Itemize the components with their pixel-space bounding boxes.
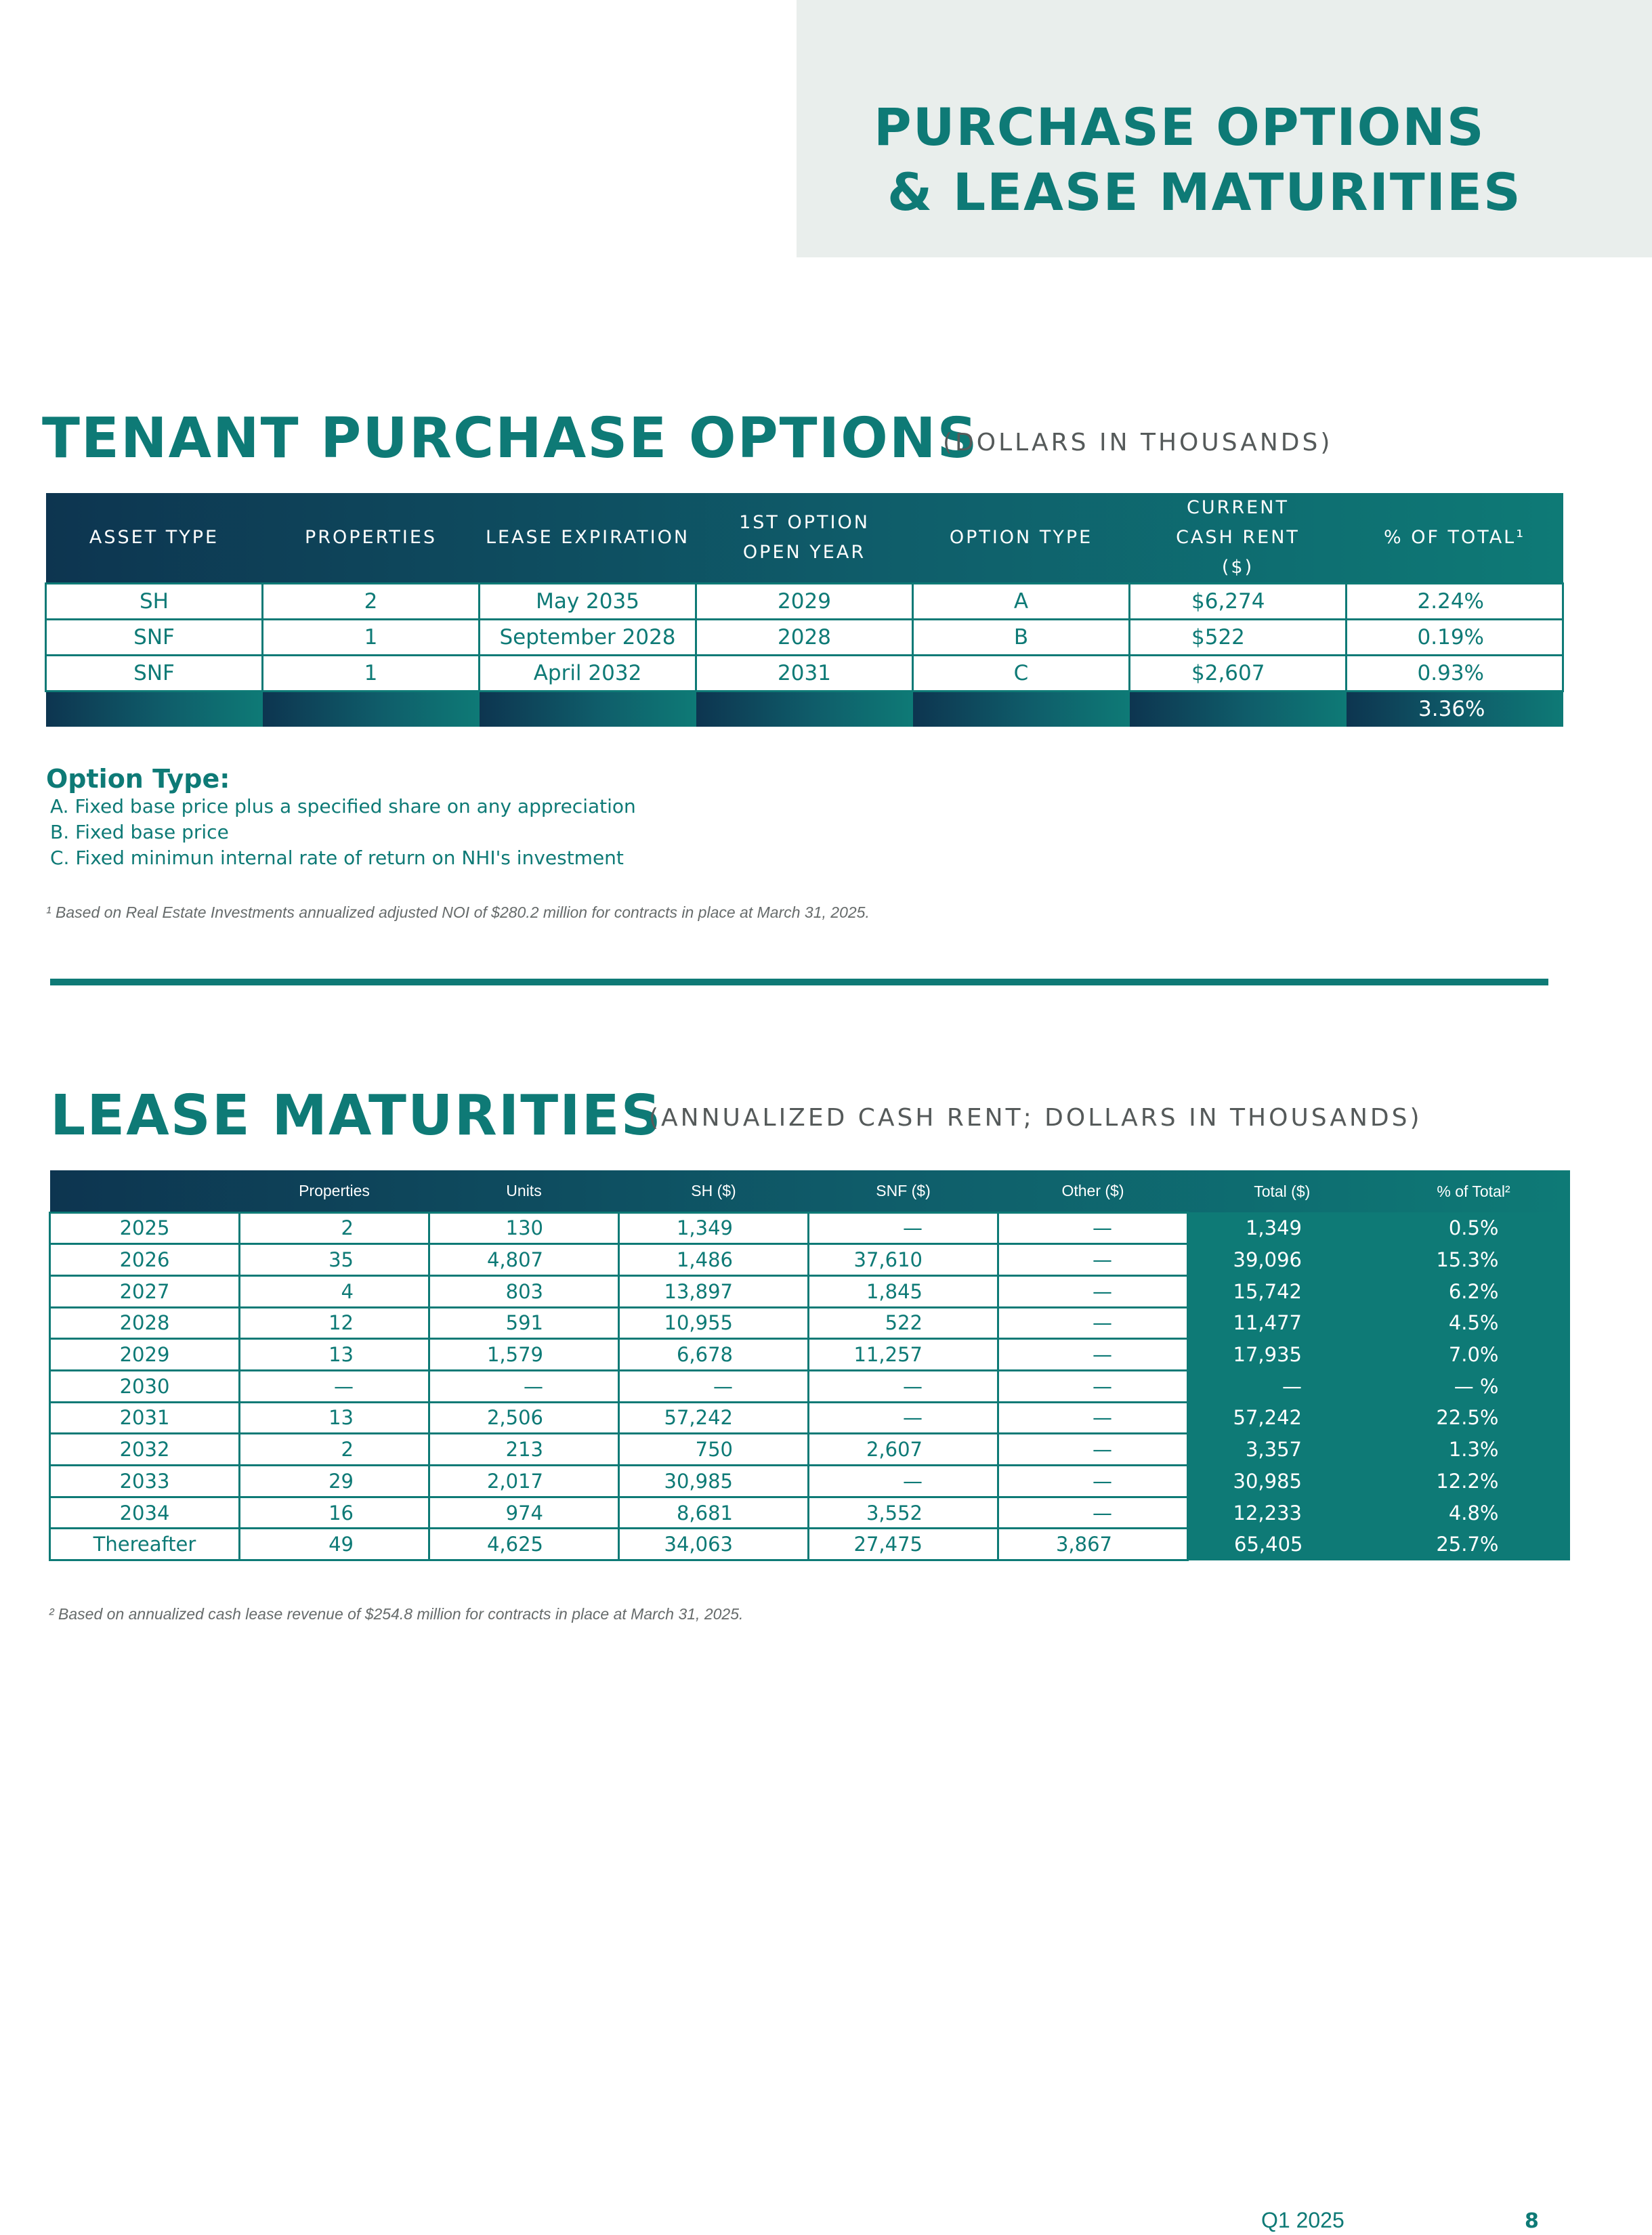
- cell: 27,475: [809, 1529, 998, 1560]
- section-divider: [50, 979, 1548, 985]
- cell: 2028: [50, 1307, 240, 1339]
- table-row: [50, 1370, 1570, 1402]
- cell: 10,955: [619, 1307, 809, 1339]
- col-header: ASSET TYPE: [89, 527, 219, 548]
- cell: —: [998, 1370, 1188, 1402]
- col-header: % OF TOTAL¹: [1383, 527, 1526, 548]
- page-title: [874, 95, 1522, 225]
- cell: 34,063: [619, 1529, 809, 1560]
- cell: —: [998, 1339, 1188, 1371]
- cell: —: [998, 1402, 1188, 1434]
- total-spacer: [696, 691, 913, 727]
- cell: 39,096: [1188, 1244, 1378, 1276]
- cell: April 2032: [480, 656, 696, 691]
- cell: 4,625: [429, 1529, 619, 1560]
- cell: —: [998, 1434, 1188, 1466]
- cell: 974: [429, 1497, 619, 1529]
- purchase-options-table: [45, 493, 1564, 727]
- cell: September 2028: [480, 620, 696, 656]
- cell: 30,985: [619, 1466, 809, 1497]
- table-row: [46, 584, 1563, 620]
- cell: Thereafter: [50, 1529, 240, 1560]
- cell: 12.2%: [1378, 1466, 1570, 1497]
- report-period: Q1 2025: [1261, 2208, 1344, 2232]
- option-type-heading: Option Type:: [46, 764, 230, 794]
- col-header: Total ($): [1254, 1182, 1311, 1200]
- cell: 6.2%: [1378, 1275, 1570, 1307]
- total-spacer: [46, 691, 263, 727]
- cell: 25.7%: [1378, 1529, 1570, 1560]
- cell: 2026: [50, 1244, 240, 1276]
- cell: 22.5%: [1378, 1402, 1570, 1434]
- cell: —: [1188, 1370, 1378, 1402]
- cell: B: [913, 620, 1130, 656]
- cell: —: [998, 1307, 1188, 1339]
- cell: —: [998, 1275, 1188, 1307]
- cell: SH: [46, 584, 263, 620]
- cell: 49: [240, 1529, 429, 1560]
- cell: 15,742: [1188, 1275, 1378, 1307]
- col-header: SH ($): [691, 1181, 736, 1199]
- table-row: [50, 1339, 1570, 1371]
- table-row: [50, 1244, 1570, 1276]
- cell: 522: [809, 1307, 998, 1339]
- cell: SNF: [46, 656, 263, 691]
- cell: —: [809, 1212, 998, 1244]
- lease-maturities-title: LEASE MATURITIES: [50, 1084, 662, 1148]
- cell: 65,405: [1188, 1529, 1378, 1560]
- col-header: Properties: [299, 1181, 370, 1199]
- cell: 35: [240, 1244, 429, 1276]
- option-type-item: C. Fixed minimun internal rate of return on NHI's investment: [50, 847, 624, 869]
- cell: 57,242: [1188, 1402, 1378, 1434]
- purchase-options-title: TENANT PURCHASE OPTIONS: [42, 406, 979, 471]
- cell: 13: [240, 1402, 429, 1434]
- cell: — %: [1378, 1370, 1570, 1402]
- cell: 7.0%: [1378, 1339, 1570, 1371]
- cell: —: [619, 1370, 809, 1402]
- cell: 2029: [50, 1339, 240, 1371]
- cell: 15.3%: [1378, 1244, 1570, 1276]
- cell: 2: [240, 1434, 429, 1466]
- cell: 591: [429, 1307, 619, 1339]
- cell: 2029: [696, 584, 913, 620]
- cell: 12: [240, 1307, 429, 1339]
- cell: 1,349: [619, 1212, 809, 1244]
- cell: 2028: [696, 620, 913, 656]
- cell: 2027: [50, 1275, 240, 1307]
- total-row: [46, 691, 1563, 727]
- cell: 803: [429, 1275, 619, 1307]
- cell: 1,845: [809, 1275, 998, 1307]
- cell: 2031: [696, 656, 913, 691]
- option-type-item: A. Fixed base price plus a specified share on any appreciation: [50, 795, 636, 817]
- cell: —: [998, 1497, 1188, 1529]
- cell: 3,867: [998, 1529, 1188, 1560]
- cell: 750: [619, 1434, 809, 1466]
- table-row: [46, 620, 1563, 656]
- cell: 2,607: [809, 1434, 998, 1466]
- cell: 13: [240, 1339, 429, 1371]
- cell: 0.5%: [1378, 1212, 1570, 1244]
- col-header: Units: [506, 1181, 542, 1199]
- col-header: SNF ($): [876, 1181, 931, 1199]
- cell: 2025: [50, 1212, 240, 1244]
- cell: 0.19%: [1347, 620, 1563, 656]
- cell: 2,017: [429, 1466, 619, 1497]
- cell: 11,477: [1188, 1307, 1378, 1339]
- cell: A: [913, 584, 1130, 620]
- cell: 13,897: [619, 1275, 809, 1307]
- cell: 3,552: [809, 1497, 998, 1529]
- cell: 1: [263, 656, 480, 691]
- cell: 2.24%: [1347, 584, 1563, 620]
- cell: —: [809, 1402, 998, 1434]
- table-row: [50, 1307, 1570, 1339]
- total-pct: 3.36%: [1347, 691, 1563, 727]
- lease-maturities-subtitle: (ANNUALIZED CASH RENT; DOLLARS IN THOUSANDS): [649, 1104, 1422, 1132]
- cell: SNF: [46, 620, 263, 656]
- cell: —: [998, 1212, 1188, 1244]
- cell: 2034: [50, 1497, 240, 1529]
- col-header: Other ($): [1061, 1181, 1124, 1199]
- table-row: [50, 1434, 1570, 1466]
- total-spacer: [480, 691, 696, 727]
- cell: 2031: [50, 1402, 240, 1434]
- cell: 130: [429, 1212, 619, 1244]
- cell: 1,486: [619, 1244, 809, 1276]
- cell: $522: [1130, 620, 1347, 656]
- cell: —: [429, 1370, 619, 1402]
- cell: 4: [240, 1275, 429, 1307]
- cell: 16: [240, 1497, 429, 1529]
- cell: 8,681: [619, 1497, 809, 1529]
- cell: 0.93%: [1347, 656, 1563, 691]
- table-header-row: [50, 1170, 1570, 1212]
- cell: 2: [240, 1212, 429, 1244]
- page-title-line2: & LEASE MATURITIES: [887, 162, 1522, 222]
- cell: 6,678: [619, 1339, 809, 1371]
- cell: 213: [429, 1434, 619, 1466]
- cell: $2,607: [1130, 656, 1347, 691]
- cell: 4,807: [429, 1244, 619, 1276]
- cell: 1.3%: [1378, 1434, 1570, 1466]
- col-header: % of Total²: [1437, 1182, 1510, 1200]
- cell: —: [240, 1370, 429, 1402]
- col-header: [50, 1170, 240, 1212]
- cell: 4.5%: [1378, 1307, 1570, 1339]
- purchase-options-subtitle: (DOLLARS IN THOUSANDS): [943, 429, 1333, 456]
- col-header: 1ST OPTION OPEN YEAR: [739, 512, 870, 563]
- cell: 4.8%: [1378, 1497, 1570, 1529]
- cell: 2032: [50, 1434, 240, 1466]
- lease-maturities-table: [49, 1170, 1571, 1561]
- cell: 57,242: [619, 1402, 809, 1434]
- cell: —: [809, 1466, 998, 1497]
- cell: 12,233: [1188, 1497, 1378, 1529]
- table-row: [50, 1529, 1570, 1560]
- table-row: [50, 1497, 1570, 1529]
- cell: C: [913, 656, 1130, 691]
- cell: 1: [263, 620, 480, 656]
- cell: May 2035: [480, 584, 696, 620]
- footnote-2: ² Based on annualized cash lease revenue of $254.8 million for contracts in place at March 31, 2025.: [49, 1605, 744, 1623]
- cell: —: [998, 1244, 1188, 1276]
- cell: 17,935: [1188, 1339, 1378, 1371]
- col-header: PROPERTIES: [304, 527, 438, 548]
- cell: 11,257: [809, 1339, 998, 1371]
- total-spacer: [1130, 691, 1347, 727]
- cell: 37,610: [809, 1244, 998, 1276]
- cell: —: [809, 1370, 998, 1402]
- cell: 29: [240, 1466, 429, 1497]
- cell: 2: [263, 584, 480, 620]
- table-header-row: [46, 493, 1563, 584]
- cell: 2033: [50, 1466, 240, 1497]
- cell: 30,985: [1188, 1466, 1378, 1497]
- cell: 1,579: [429, 1339, 619, 1371]
- table-row: [46, 656, 1563, 691]
- total-spacer: [913, 691, 1130, 727]
- total-spacer: [263, 691, 480, 727]
- footnote-1: ¹ Based on Real Estate Investments annualized adjusted NOI of $280.2 million for contracts in place at March 31, 2025.: [46, 903, 870, 921]
- table-row: [50, 1466, 1570, 1497]
- col-header: LEASE EXPIRATION: [485, 527, 690, 548]
- cell: 2030: [50, 1370, 240, 1402]
- option-type-item: B. Fixed base price: [50, 821, 229, 843]
- table-row: [50, 1212, 1570, 1244]
- col-header: CURRENT CASH RENT ($): [1176, 497, 1300, 578]
- cell: $6,274: [1130, 584, 1347, 620]
- page-number: 8: [1525, 2209, 1539, 2233]
- table-row: [50, 1275, 1570, 1307]
- col-header: OPTION TYPE: [949, 527, 1093, 548]
- cell: —: [998, 1466, 1188, 1497]
- table-row: [50, 1402, 1570, 1434]
- page-title-line1: PURCHASE OPTIONS: [874, 97, 1485, 157]
- cell: 3,357: [1188, 1434, 1378, 1466]
- cell: 2,506: [429, 1402, 619, 1434]
- cell: 1,349: [1188, 1212, 1378, 1244]
